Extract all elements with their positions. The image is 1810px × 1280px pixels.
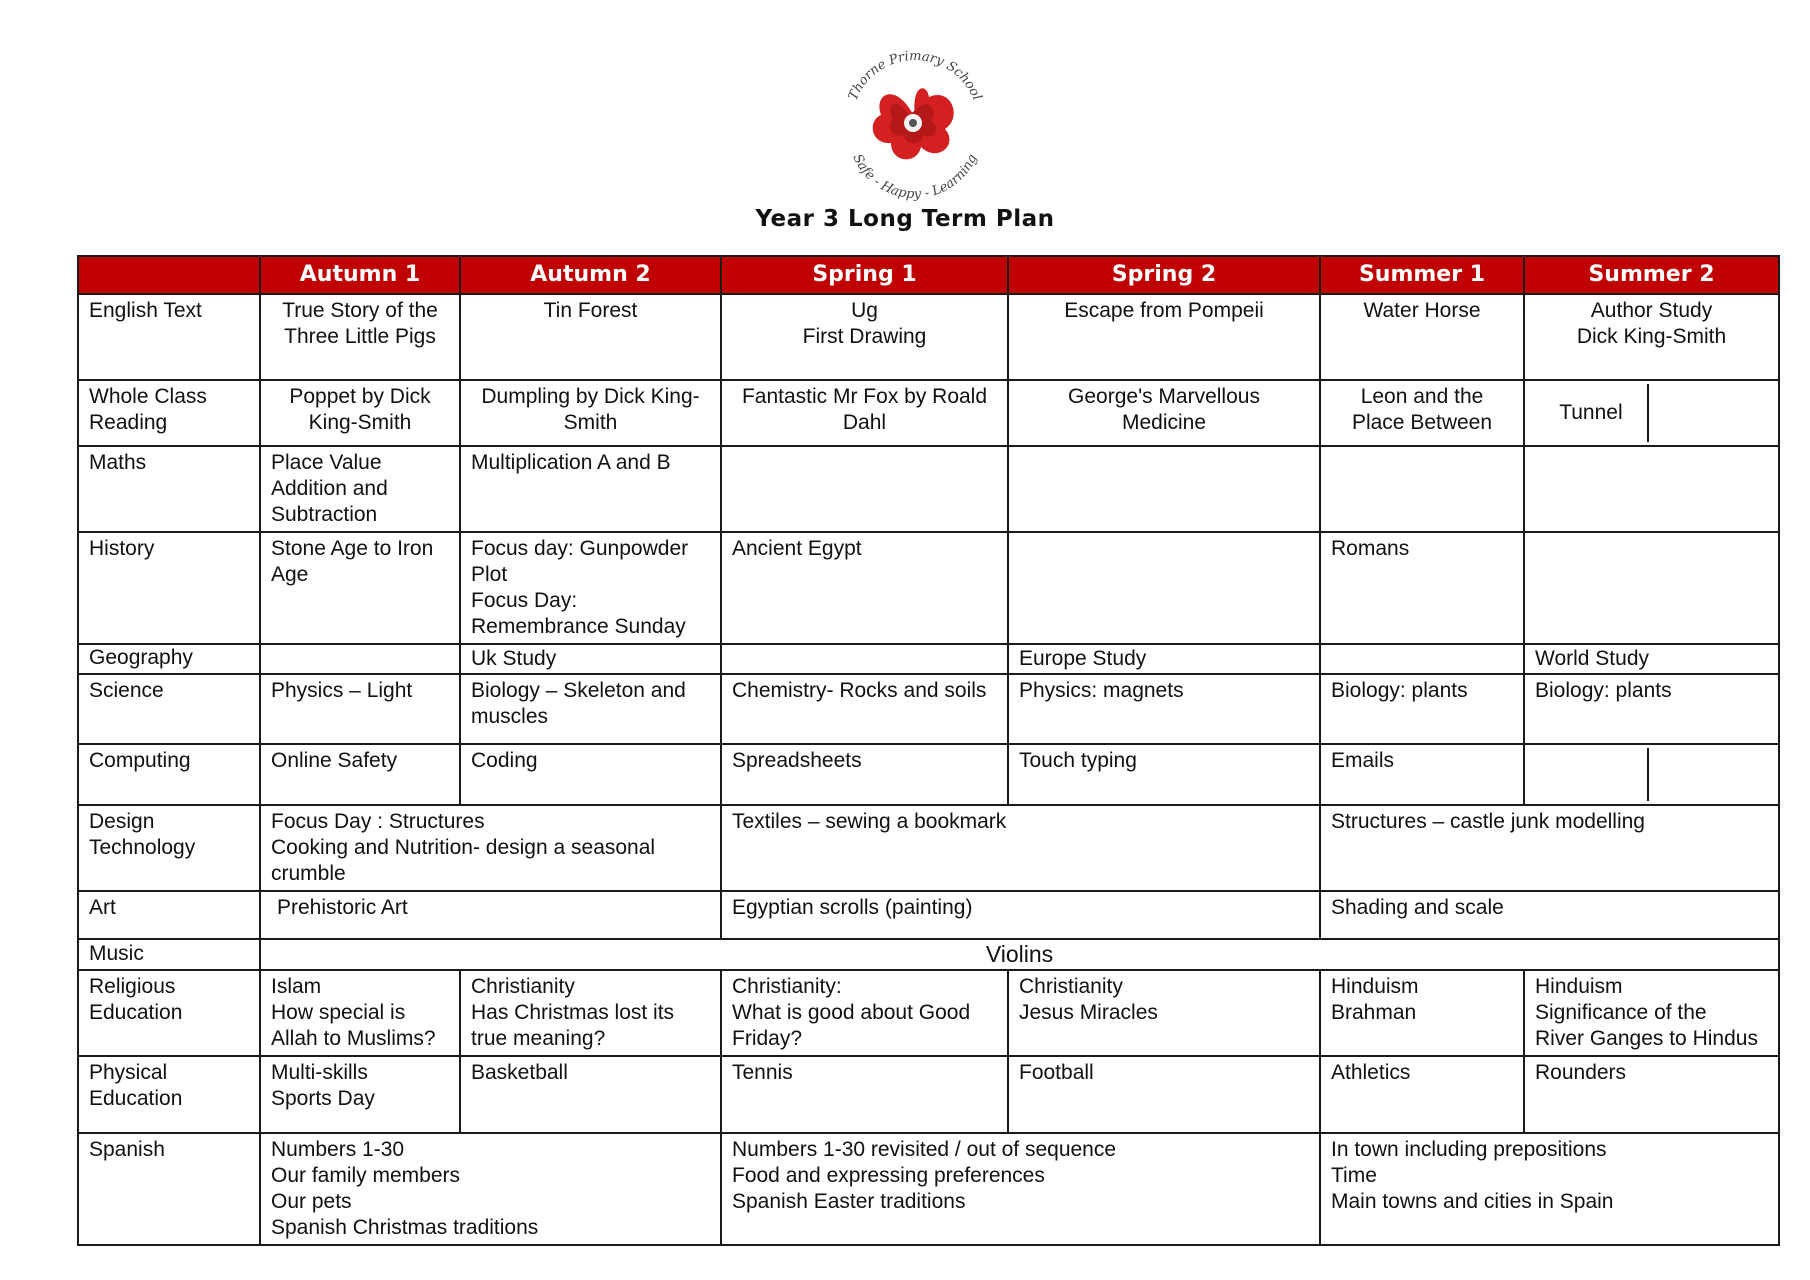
row-art bbox=[78, 891, 1779, 939]
row-geography bbox=[78, 644, 1779, 674]
subject-label: History bbox=[78, 532, 260, 644]
subject-label: Religious Education bbox=[78, 970, 260, 1056]
header-term: Summer 2 bbox=[1524, 256, 1779, 294]
plan-cell: Focus day: Gunpowder Plot Focus Day: Remembrance Sunday bbox=[460, 532, 721, 644]
subject-label: Physical Education bbox=[78, 1056, 260, 1133]
plan-cell: Ug First Drawing bbox=[721, 294, 1008, 380]
plan-cell-split bbox=[1524, 380, 1779, 446]
row-history bbox=[78, 532, 1779, 644]
subject-label: English Text bbox=[78, 294, 260, 380]
plan-cell: Stone Age to Iron Age bbox=[260, 532, 460, 644]
plan-cell-split bbox=[1524, 744, 1779, 805]
plan-cell: Dumpling by Dick King- Smith bbox=[460, 380, 721, 446]
header-row bbox=[78, 256, 1779, 294]
plan-cell: Tennis bbox=[721, 1056, 1008, 1133]
plan-cell bbox=[1320, 446, 1524, 532]
plan-cell bbox=[1008, 532, 1320, 644]
plan-cell: Christianity: What is good about Good Friday? bbox=[721, 970, 1008, 1056]
row-music bbox=[78, 939, 1779, 970]
plan-cell: Europe Study bbox=[1008, 644, 1320, 674]
plan-cell: Ancient Egypt bbox=[721, 532, 1008, 644]
plan-cell-spring: Numbers 1-30 revisited / out of sequence Food and expressing preferences Spanish Easter traditions bbox=[721, 1133, 1320, 1245]
row-religious-education bbox=[78, 970, 1779, 1056]
header-term: Summer 1 bbox=[1320, 256, 1524, 294]
plan-cell: Escape from Pompeii bbox=[1008, 294, 1320, 380]
long-term-plan-table bbox=[77, 255, 1780, 1246]
plan-cell-summer: In town including prepositions Time Main towns and cities in Spain bbox=[1320, 1133, 1779, 1245]
subject-label: Computing bbox=[78, 744, 260, 805]
plan-cell: Christianity Jesus Miracles bbox=[1008, 970, 1320, 1056]
header-term: Spring 1 bbox=[721, 256, 1008, 294]
plan-cell: Hinduism Significance of the River Ganges to Hindus bbox=[1524, 970, 1779, 1056]
plan-cell: Football bbox=[1008, 1056, 1320, 1133]
plan-cell: Christianity Has Christmas lost its true meaning? bbox=[460, 970, 721, 1056]
plan-cell-empty bbox=[1649, 748, 1768, 801]
plan-cell-all-year: Violins bbox=[260, 939, 1779, 970]
plan-cell: Physics – Light bbox=[260, 674, 460, 744]
plan-cell: Online Safety bbox=[260, 744, 460, 805]
plan-cell: Chemistry- Rocks and soils bbox=[721, 674, 1008, 744]
header-term: Spring 2 bbox=[1008, 256, 1320, 294]
plan-cell bbox=[721, 446, 1008, 532]
plan-cell: Touch typing bbox=[1008, 744, 1320, 805]
plan-cell bbox=[1524, 446, 1779, 532]
row-computing bbox=[78, 744, 1779, 805]
plan-cell: Poppet by Dick King-Smith bbox=[260, 380, 460, 446]
plan-cell: Biology – Skeleton and muscles bbox=[460, 674, 721, 744]
plan-cell: Author Study Dick King-Smith bbox=[1524, 294, 1779, 380]
plan-cell: Fantastic Mr Fox by Roald Dahl bbox=[721, 380, 1008, 446]
plan-cell: Tunnel bbox=[1535, 384, 1649, 442]
plan-cell: Islam How special is Allah to Muslims? bbox=[260, 970, 460, 1056]
plan-cell: George's Marvellous Medicine bbox=[1008, 380, 1320, 446]
row-science bbox=[78, 674, 1779, 744]
plan-cell-autumn: Prehistoric Art bbox=[260, 891, 721, 939]
plan-cell: Physics: magnets bbox=[1008, 674, 1320, 744]
plan-cell: Romans bbox=[1320, 532, 1524, 644]
plan-cell bbox=[1008, 446, 1320, 532]
header-term: Autumn 2 bbox=[460, 256, 721, 294]
plan-cell: Uk Study bbox=[460, 644, 721, 674]
plan-cell-spring: Egyptian scrolls (painting) bbox=[721, 891, 1320, 939]
plan-cell: Leon and the Place Between bbox=[1320, 380, 1524, 446]
row-physical-education bbox=[78, 1056, 1779, 1133]
plan-cell: World Study bbox=[1524, 644, 1779, 674]
subject-label: Music bbox=[78, 939, 260, 970]
plan-cell: Multi-skills Sports Day bbox=[260, 1056, 460, 1133]
row-design-technology bbox=[78, 805, 1779, 891]
row-maths bbox=[78, 446, 1779, 532]
plan-cell: Tin Forest bbox=[460, 294, 721, 380]
plan-cell: Hinduism Brahman bbox=[1320, 970, 1524, 1056]
plan-cell bbox=[1320, 644, 1524, 674]
plan-cell bbox=[721, 644, 1008, 674]
poppy-flower-icon bbox=[873, 88, 954, 159]
plan-cell bbox=[260, 644, 460, 674]
plan-cell-spring: Textiles – sewing a bookmark bbox=[721, 805, 1320, 891]
plan-cell-summer: Shading and scale bbox=[1320, 891, 1779, 939]
subject-label: Science bbox=[78, 674, 260, 744]
plan-cell: Water Horse bbox=[1320, 294, 1524, 380]
subject-label: Whole Class Reading bbox=[78, 380, 260, 446]
plan-cell-summer: Structures – castle junk modelling bbox=[1320, 805, 1779, 891]
plan-cell bbox=[1524, 532, 1779, 644]
plan-cell: Multiplication A and B bbox=[460, 446, 721, 532]
plan-cell bbox=[1535, 748, 1649, 801]
row-spanish bbox=[78, 1133, 1779, 1245]
plan-cell: True Story of the Three Little Pigs bbox=[260, 294, 460, 380]
plan-cell-empty bbox=[1649, 384, 1768, 442]
page-title: Year 3 Long Term Plan bbox=[755, 206, 1055, 232]
plan-cell: Basketball bbox=[460, 1056, 721, 1133]
plan-cell: Coding bbox=[460, 744, 721, 805]
plan-cell: Rounders bbox=[1524, 1056, 1779, 1133]
plan-cell: Place Value Addition and Subtraction bbox=[260, 446, 460, 532]
school-logo bbox=[830, 45, 1000, 205]
header-term: Autumn 1 bbox=[260, 256, 460, 294]
logo-bottom-text: Safe - Happy - Learning bbox=[849, 151, 981, 203]
plan-cell-autumn: Numbers 1-30 Our family members Our pets Spanish Christmas traditions bbox=[260, 1133, 721, 1245]
subject-label: Maths bbox=[78, 446, 260, 532]
plan-cell: Spreadsheets bbox=[721, 744, 1008, 805]
plan-cell: Athletics bbox=[1320, 1056, 1524, 1133]
logo-top-text: Thorne Primary School bbox=[845, 48, 985, 103]
subject-label: Spanish bbox=[78, 1133, 260, 1245]
subject-label: Art bbox=[78, 891, 260, 939]
plan-cell: Biology: plants bbox=[1320, 674, 1524, 744]
header-corner bbox=[78, 256, 260, 294]
plan-cell: Biology: plants bbox=[1524, 674, 1779, 744]
subject-label: Geography bbox=[78, 644, 260, 674]
row-english bbox=[78, 294, 1779, 380]
plan-cell-autumn: Focus Day : Structures Cooking and Nutrition- design a seasonal crumble bbox=[260, 805, 721, 891]
subject-label: Design Technology bbox=[78, 805, 260, 891]
row-reading bbox=[78, 380, 1779, 446]
plan-cell: Emails bbox=[1320, 744, 1524, 805]
